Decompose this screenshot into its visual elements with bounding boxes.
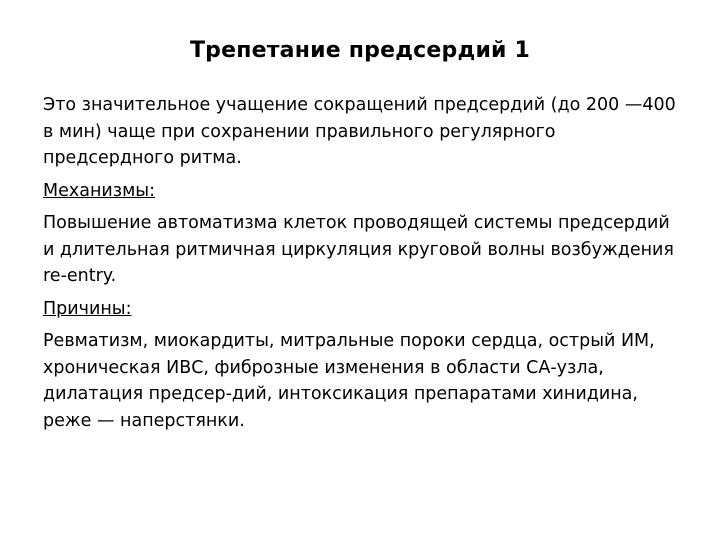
slide-content: [43, 92, 683, 440]
mechanisms-paragraph: Повышение автоматизма клеток проводящей системы предсердий и длительная ритмичная циркуляция круговой волны возбуждения re-entry.: [43, 213, 674, 286]
mechanisms-heading: Механизмы:: [43, 180, 155, 201]
definition-paragraph: Это значительное учащение сокращений предсердий (до 200 —400 в мин) чаще при сохранении правильного регулярного предсердного ритма.: [43, 95, 676, 168]
causes-paragraph: Ревматизм, миокардиты, митральные пороки сердца, острый ИМ, хроническая ИВС, фиброзные изменения в области СА-узла, дилатация предсер-дий, интоксикация препаратами хинидина, реже — наперстянки.: [43, 331, 655, 431]
slide-title: Трепетание предсердий 1: [189, 38, 531, 63]
causes-heading: Причины:: [43, 298, 132, 319]
